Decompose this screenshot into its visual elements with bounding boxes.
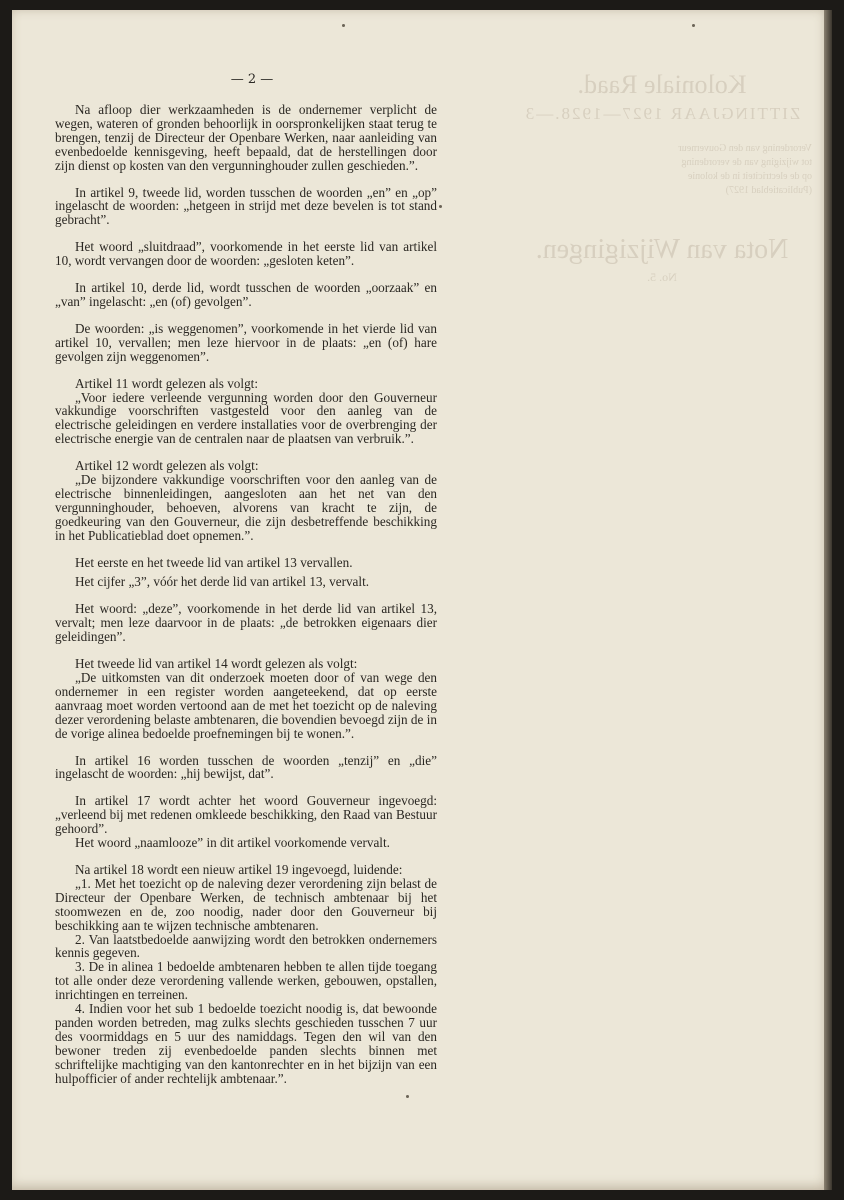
paragraph: Het tweede lid van artikel 14 wordt gelezen als volgt:	[75, 656, 358, 672]
paper-speck	[406, 1095, 409, 1098]
paragraph: Het cijfer „3”, vóór het derde lid van artikel 13, vervalt.	[75, 574, 370, 590]
paragraph: „De bijzondere vakkundige voorschriften voor den aanleg van de electrische binnenleidingen, aangesloten aan het net van den vergunninghouder, behoeven, alvorens van kracht te zijn, de goedkeuring van den Gouverneur, die zijn desbetreffende beschikking in het Publicatieblad doet opnemen.”.	[55, 472, 437, 543]
paper-speck	[342, 24, 345, 27]
paragraph: De woorden: „is weggenomen”, voorkomende in het vierde lid van artikel 10, vervallen; men leze hiervoor in de plaats: „en (of) hare gevolgen zijn weggenomen”.	[55, 320, 437, 364]
paragraph: In artikel 9, tweede lid, worden tusschen de woorden „en” en „op” ingelascht de woorden: „hetgeen in strijd met deze bevelen is tot stand gebracht”.	[55, 184, 437, 228]
paragraph: In artikel 16 worden tusschen de woorden „tenzij” en „die” ingelascht de woorden: „hij bewijst, dat”.	[55, 752, 437, 782]
paragraph: „Voor iedere verleende vergunning worden door den Gouverneur vakkundige voorschriften vastgesteld voor den aanleg van de electrische geleidingen en verdere installaties voor de overbrenging der electrische energie van de centralen naar de plaatsen van verbruik.”.	[55, 389, 437, 447]
paragraph: 4. Indien voor het sub 1 bedoelde toezicht noodig is, dat bewoonde panden worden betreden, mag zulks slechts geschieden tusschen 7 uur des voormiddags en 5 uur des namiddags. Tegen den wil van den bewoner treden zij evenbedoelde panden slechts binnen met schriftelijke machtiging van den kantonrechter en in het bijzijn van een hulpofficier of ander rechtelijk ambtenaar.”.	[55, 1001, 437, 1086]
paper-speck	[692, 24, 695, 27]
paragraph: Het woord: „deze”, voorkomende in het derde lid van artikel 13, vervalt; men leze daarvoor in de plaats: „de betrokken eigenaars dier geleidingen”.	[55, 601, 437, 645]
paragraph: Na artikel 18 wordt een nieuw artikel 19 ingevoegd, luidende:	[75, 861, 403, 877]
paragraph: 2. Van laatstbedoelde aanwijzing wordt den betrokken ondernemers kennis gegeven.	[55, 931, 437, 961]
paragraph: 3. De in alinea 1 bedoelde ambtenaren hebben te allen tijde toegang tot alle onder deze verordening vallende werken, gebouwen, opstallen, inrichtingen en terreinen.	[55, 959, 437, 1003]
paragraph: „1. Met het toezicht op de naleving dezer verordening zijn belast de Directeur der Openbare Werken, de technisch ambtenaar bij het stoomwezen en de, zoo noodig, nader door den Gouverneur bij beschikking aan te wijzen technische ambtenaren.	[55, 875, 437, 933]
paper-speck	[439, 205, 442, 208]
document-page	[12, 10, 830, 1190]
paragraph: Het eerste en het tweede lid van artikel 13 vervallen.	[75, 554, 353, 570]
paragraph: In artikel 10, derde lid, wordt tusschen de woorden „oorzaak” en „van” ingelascht: „en (of) gevolgen”.	[55, 280, 437, 309]
show-through-text: Koloniale Raad. ZITTINGJAAR 1927—1928.—3 Verordening van den Gouverneur tot wijziging van de verordening op de electriciteit in de kolonie (Publicatieblad 1927) Nota van Wijzigingen. No. 5.	[523, 70, 812, 284]
paragraph: Het woord „naamlooze” in dit artikel voorkomende vervalt.	[75, 835, 390, 851]
paragraph: In artikel 17 wordt achter het woord Gouverneur ingevoegd: „verleend bij met redenen omkleede beschikking, den Raad van Bestuur gehoord”.	[55, 793, 437, 837]
book-edge	[824, 10, 832, 1190]
paragraph: „De uitkomsten van dit onderzoek moeten door of van wege den ondernemer in een register worden aangeteekend, dat op eerste aanvraag moet worden vertoond aan de met het toezicht op de naleving dezer verordening belaste ambtenaren, die bovendien bevoegd zijn de in de vorige alinea bedoelde proefnemingen bij te wonen.”.	[55, 670, 437, 741]
paragraph: Na afloop dier werkzaamheden is de ondernemer verplicht de wegen, wateren of gronden behoorlijk in oorspronkelijken staat terug te brengen, tenzij de Directeur der Openbare Werken, naar aanleiding van evenbedoelde kennisgeving, heeft bepaald, dat de herstellingen door zijn dienst op kosten van den vergunninghouder zullen geschieden.”.	[55, 102, 437, 173]
paragraph: Artikel 11 wordt gelezen als volgt:	[75, 375, 258, 391]
paragraph: Het woord „sluitdraad”, voorkomende in het eerste lid van artikel 10, wordt vervangen door de woorden: „gesloten keten”.	[55, 239, 437, 269]
document-body	[55, 103, 437, 1085]
paragraph: Artikel 12 wordt gelezen als volgt:	[75, 458, 259, 474]
page-number: — 2 —	[230, 72, 274, 87]
